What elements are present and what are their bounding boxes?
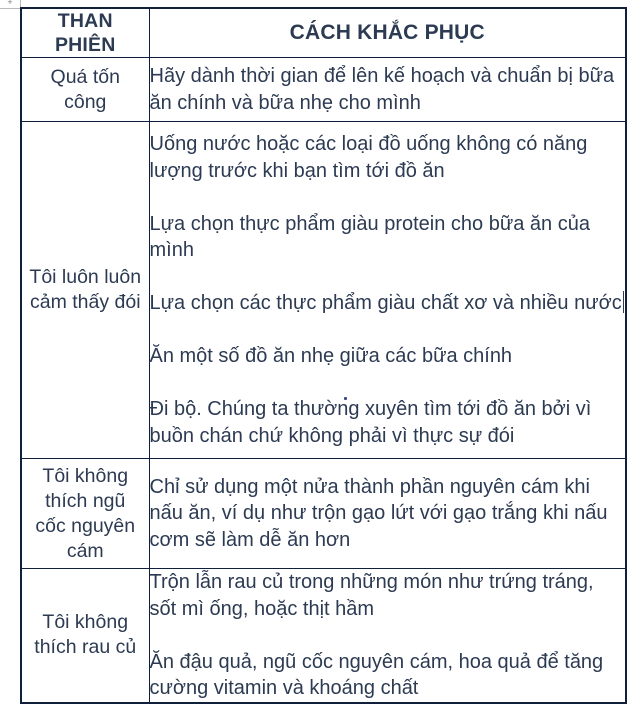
remedy-paragraph: Uống nước hoặc các loại đồ uống không có năng lượng trước khi bạn tìm tới đồ ăn: [149, 133, 588, 182]
remedy-paragraph: Lựa chọn thực phẩm giàu protein cho bữa ăn của mình: [149, 212, 590, 261]
complaints-remedies-table: [20, 7, 627, 704]
row-label-line: công: [64, 90, 107, 113]
document-sheet: [20, 7, 625, 704]
table-row: [21, 569, 626, 703]
column-header-remedy: [149, 8, 626, 58]
remedy-paragraph: Hãy dành thời gian để lên kế hoạch và chuẩn bị bữa ăn chính và bữa nhẹ cho mình: [149, 65, 615, 114]
row-remedy-cell: [149, 122, 626, 459]
column-header-complaint-line-1: THAN: [57, 10, 113, 32]
text-cursor: [623, 291, 625, 313]
row-label-line: cám: [66, 539, 104, 562]
row-label-line: thích rau củ: [34, 636, 137, 659]
row-label-line: Tôi luôn luôn: [29, 266, 142, 288]
row-label-line: cảm thấy đói: [29, 291, 141, 313]
row-label-cell: [21, 459, 149, 569]
row-label-cell: [21, 569, 149, 703]
row-label-line: Quá tốn: [50, 65, 120, 88]
remedy-paragraph: Chỉ sử dụng một nửa thành phần nguyên cám khi nấu ăn, ví dụ như trộn gạo lứt với gạo trắng khi nấu cơm sẽ làm dễ ăn hơn: [149, 475, 608, 551]
table-row: [21, 122, 626, 459]
column-header-complaint-line-2: PHIÊN: [54, 34, 116, 56]
row-label-cell: [21, 122, 149, 459]
column-header-complaint: [21, 8, 149, 58]
row-label-cell: [21, 58, 149, 122]
remedy-paragraph: Đi bộ. Chúng ta thường xuyên tìm tới đồ ăn bởi vì buồn chán chứ không phải vì thực sự đói: [149, 398, 592, 447]
remedy-paragraph-text: Lựa chọn các thực phẩm giàu chất xơ và nhiều nước: [149, 292, 622, 314]
table-row: [21, 58, 626, 122]
row-remedy-cell: [149, 459, 626, 569]
table-header-row: [21, 8, 626, 58]
remedy-paragraph-with-caret: [150, 290, 626, 317]
row-label-line: Tôi không: [42, 464, 129, 487]
remedy-paragraph: Ăn một số đồ ăn nhẹ giữa các bữa chính: [149, 345, 513, 367]
corner-handle-glyph: +: [7, 0, 13, 7]
row-label-line: cốc nguyên: [35, 514, 136, 537]
row-label-line: Tôi không: [42, 611, 129, 634]
table-row: [21, 459, 626, 569]
column-header-remedy-line-1: CÁCH KHẮC PHỤC: [289, 21, 485, 44]
remedy-paragraph: Trộn lẫn rau củ trong những món như trứng tráng, sốt mì ống, hoặc thịt hầm: [149, 571, 594, 620]
remedy-paragraph: Ăn đậu quả, ngũ cốc nguyên cám, hoa quả để tăng cường vitamin và khoáng chất: [149, 650, 604, 699]
row-remedy-cell: [149, 569, 626, 703]
row-label-line: thích ngũ: [45, 489, 126, 512]
spreadsheet-corner-handle[interactable]: [0, 0, 21, 9]
row-remedy-cell: [149, 58, 626, 122]
